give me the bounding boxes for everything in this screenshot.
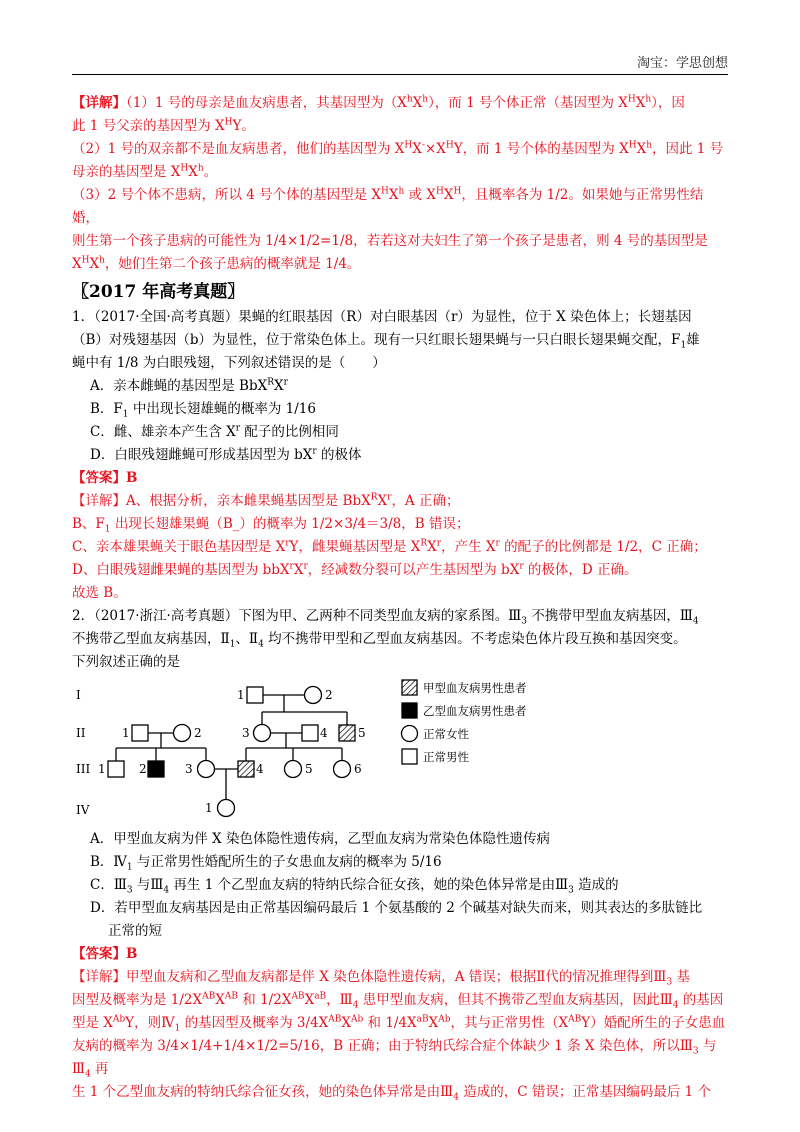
num-iii3: 3 — [185, 762, 193, 776]
q1-detail-2: B、$F_1$ 出现长翅雄果蝇（B_）的概率为 1/2×3/4＝3/8，B 错误； — [72, 516, 470, 535]
q2-option-d-1: D．若甲型血友病基因是由正常基因编码最后 1 个氨基酸的 2 个碱基对缺失而来，则其表达的多肽链比 — [90, 900, 703, 916]
ii1-normal-male — [132, 725, 148, 741]
q1-option-a: A．亲本雌蝇的基因型是 $BbX^RX^r$ — [90, 377, 288, 394]
ii4-normal-male — [302, 725, 318, 741]
q1-detail-5: 故选 B。 — [72, 585, 127, 601]
num-ii2: 2 — [194, 726, 202, 740]
q2-detail-3: 型是 $X^{Ab}Y$，则$Ⅳ_1$ 的基因型及概率为 $3/4X^{AB}X^{Ab}$ 和 $1/4X^{aB}X^{Ab}$，其与正常男性$(X^{AB}Y)$婚配所生的子女患血 — [72, 1014, 726, 1034]
legend-label-a: 甲型血友病男性患者 — [423, 681, 527, 695]
q2-option-a: A．甲型血友病为伴 X 染色体隐性遗传病，乙型血友病为常染色体隐性遗传病 — [90, 831, 550, 847]
num-iii5: 5 — [305, 762, 313, 776]
legend-hatched-square — [402, 680, 417, 695]
prev-detail-line-3: （2）1 号的双亲都不是血友病患者，他们的基因型为 $X^HX^-\times X^HY$，而 1 号个体的基因型为 $X^HX^h$，因此 1 号 — [72, 140, 724, 157]
num-i2: 2 — [325, 688, 333, 702]
q1-detail-4: D、白眼残翅雌果蝇的基因型为 $bbX^rX^r$，经减数分裂可以产生基因型为 $bX^r$ 的极体，D 正确。 — [72, 561, 638, 578]
gen-label-3: III — [76, 762, 91, 776]
q2-stem-1: 2．（2017·浙江·高考真题）下图为甲、乙两种不同类型血友病的家系图。$Ⅲ_3$ 不携带甲型血友病基因，$Ⅲ_4$ — [72, 608, 699, 627]
q2-option-b: B．$Ⅳ_1$ 与正常男性婚配所生的子女患血友病的概率为 5/16 — [90, 854, 442, 873]
num-ii5: 5 — [358, 726, 366, 740]
ii3-normal-female — [254, 725, 271, 742]
prev-detail-line-2: 此 1 号父亲的基因型为 $X^HY$。 — [72, 117, 255, 134]
gen-label-4: IV — [76, 803, 90, 817]
header-brand: 淘宝：学思创想 — [636, 56, 728, 71]
prev-detail-line-1: 【详解】（1）1 号的母亲是血友病患者，其基因型为$(X^hX^h)$，而 1 号个体正常（基因型为 $X^HX^h$），因 — [72, 94, 685, 111]
iv1-normal-female — [218, 800, 235, 817]
gen-label-1: I — [76, 688, 81, 702]
q1-option-d: D．白眼残翅雌蝇可形成基因型为 $bX^r$ 的极体 — [90, 446, 362, 463]
num-ii3: 3 — [242, 726, 250, 740]
num-iii4: 4 — [256, 762, 264, 776]
legend-square — [402, 749, 417, 764]
iii3-normal-female — [198, 761, 215, 778]
iii6-normal-female — [334, 761, 351, 778]
prev-detail-line-7: $X^HX^h$，她们生第二个孩子患病的概率就是 1/4。 — [72, 255, 361, 272]
i1-normal-male — [247, 687, 263, 703]
q2-detail-5: 生 1 个乙型血友病的特纳氏综合征女孩，她的染色体异常是由$Ⅲ_4$ 造成的，C 错误；正常基因编码最后 1 个 — [72, 1084, 712, 1103]
header-divider — [72, 74, 728, 75]
i2-normal-female — [305, 687, 322, 704]
q2-stem-3: 下列叙述正确的是 — [72, 654, 180, 670]
section-title: 〖2017 年高考真题〗 — [72, 282, 245, 302]
gen-label-2: II — [76, 726, 86, 740]
q1-stem-1: 1．（2017·全国·高考真题）果蝇的红眼基因（R）对白眼基因（r）为显性，位于 X 染色体上；长翅基因 — [72, 309, 692, 325]
q1-stem-2: （B）对残翅基因（b）为显性，位于常染色体上。现有一只红眼长翅果蝇与一只白眼长翅果蝇交配，$F_1$雄 — [72, 332, 700, 351]
num-ii4: 4 — [320, 726, 328, 740]
num-iii6: 6 — [354, 762, 362, 776]
num-iii2: 2 — [139, 762, 147, 776]
document-body — [72, 92, 728, 1104]
q1-stem-3: 蝇中有 1/8 为白眼残翅，下列叙述错误的是（ ） — [72, 355, 386, 371]
q1-option-b: B．$F_1$ 中出现长翅雄蝇的概率为 1/16 — [90, 401, 316, 420]
q2-detail-2: 因型及概率为是 $1/2X^{AB}X^{AB}$ 和 $1/2X^{AB}X^{aB}$，$Ⅲ_4$ 患甲型血友病，但其不携带乙型血友病基因，因此$Ⅲ_4$ 的基因 — [72, 991, 724, 1011]
num-iv1: 1 — [205, 801, 213, 815]
ii5-hemophilia-a-male — [339, 725, 355, 741]
num-i1: 1 — [237, 688, 245, 702]
legend-circle — [402, 726, 418, 742]
iii1-normal-male — [108, 761, 124, 777]
legend-label-male: 正常男性 — [423, 750, 469, 764]
q1-option-c: C．雌、雄亲本产生含 $X^r$ 配子的比例相同 — [90, 423, 339, 440]
iii2-hemophilia-b-male — [148, 761, 164, 777]
num-ii1: 1 — [122, 726, 130, 740]
prev-detail-line-5: （3）2 号个体不患病，所以 4 号个体的基因型是 $X^HX^h$ 或 $X^HX^H$，且概率各为 1/2。如果她与正常男性结婚， — [72, 186, 704, 226]
q1-answer: 【答案】B — [72, 470, 138, 486]
pedigree-figure — [72, 678, 728, 826]
q2-option-c: C．$Ⅲ_3$ 与$Ⅲ_4$ 再生 1 个乙型血友病的特纳氏综合征女孩，她的染色体异常是由$Ⅲ_3$ 造成的 — [90, 877, 619, 896]
ii2-normal-female — [174, 725, 191, 742]
q2-stem-2: 不携带乙型血友病基因，$Ⅱ_1$、$Ⅱ_4$ 均不携带甲型和乙型血友病基因。不考虑染色体片段互换和基因突变。 — [72, 631, 687, 650]
legend-black-square — [402, 703, 417, 718]
prev-detail-line-6: 则生第一个孩子患病的可能性为 1/4×1/2=1/8，若若这对夫妇生了第一个孩子是患者，则 4 号的基因型是 — [72, 233, 708, 249]
q1-detail-3: C、亲本雄果蝇关于眼色基因型是 $X^rY$，雌果蝇基因型是 $X^RX^r$，产生 $X^r$ 的配子的比例都是 1/2，C 正确； — [72, 538, 707, 555]
q2-detail-4: 友病的概率为 3/4×1/4+1/4×1/2=5/16，B 正确；由于特纳氏综合症个体缺少 1 条 X 染色体，所以$Ⅲ_3$ 与$Ⅲ_4$ 再 — [72, 1038, 717, 1080]
legend-label-b: 乙型血友病男性患者 — [423, 704, 527, 718]
iii5-normal-female — [285, 761, 302, 778]
q2-option-d-2: 正常的短 — [108, 923, 162, 939]
num-iii1: 1 — [98, 762, 106, 776]
prev-detail-line-4: 母亲的基因型是 $X^HX^h$。 — [72, 163, 218, 180]
iii4-hemophilia-a-male — [238, 761, 254, 777]
q2-detail-1: 【详解】甲型血友病和乙型血友病都是伴 X 染色体隐性遗传病，A 错误；根据Ⅱ代的情况推理得到$Ⅲ_3$ 基 — [72, 969, 690, 988]
q2-answer: 【答案】B — [72, 946, 138, 962]
q1-detail-1: 【详解】A、根据分析，亲本雌果蝇基因型是 $BbX^RX^r$，A 正确； — [72, 492, 460, 509]
legend-label-female: 正常女性 — [423, 727, 469, 741]
